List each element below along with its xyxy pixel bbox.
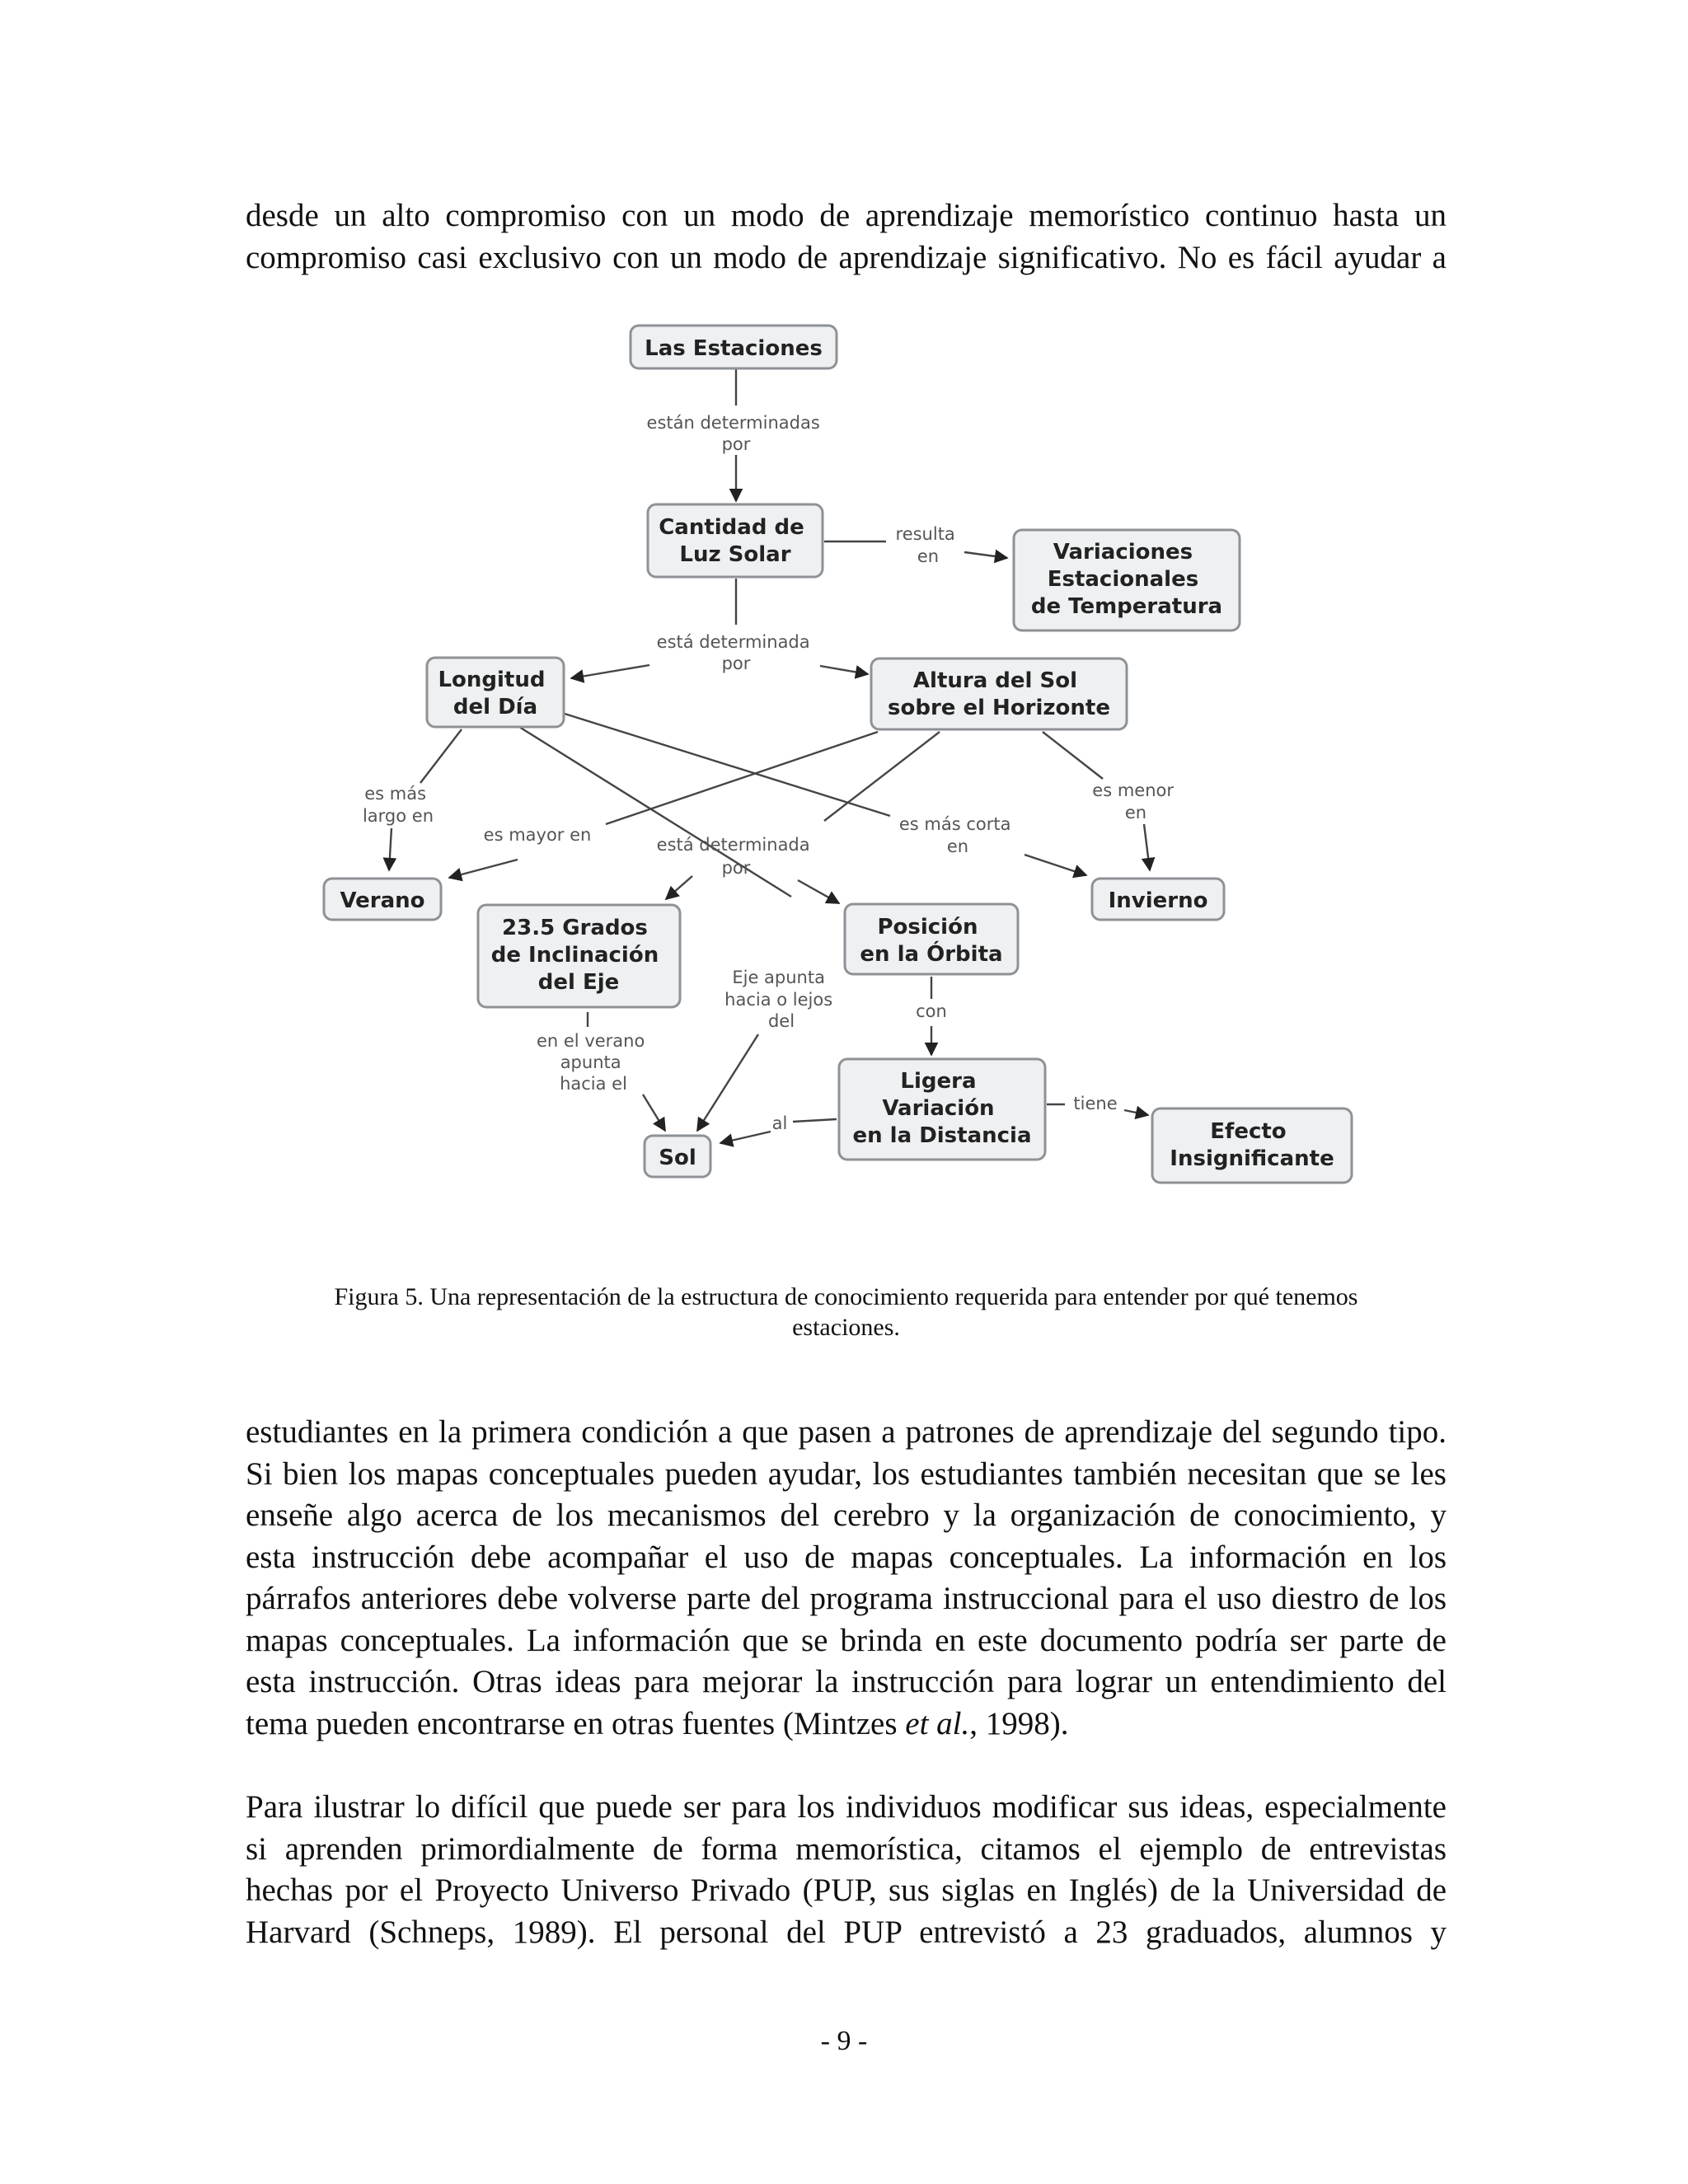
text-line: estudiantes en la primera condición a que pasen a patrones de aprendizaje del segundo tipo. bbox=[246, 1414, 1447, 1450]
node-variaciones-estacionales bbox=[1014, 530, 1240, 630]
node-verano bbox=[324, 879, 441, 920]
link-resulta-label: resulta en bbox=[895, 524, 955, 566]
svg-text:Variaciones Estacional: Variaciones Estacionales de Temperatura bbox=[1030, 540, 1223, 619]
link-determinada-2-label: está determinada por bbox=[656, 835, 810, 878]
citation-et-al: et al. bbox=[905, 1705, 970, 1741]
caption-line: estaciones. bbox=[792, 1314, 900, 1341]
link-mas-largo-label: es más largo en bbox=[362, 784, 434, 826]
caption-line: Figura 5. Una representación de la estructura de conocimiento requerida para entender por qué tenemos bbox=[334, 1283, 1358, 1310]
text-line-last bbox=[246, 1704, 1447, 1746]
text-line: desde un alto compromiso con un modo de aprendizaje memorístico continuo hasta un bbox=[246, 198, 1447, 233]
text-line: si aprenden primordialmente de forma memorística, citamos el ejemplo de entrevistas bbox=[246, 1830, 1447, 1867]
node-invierno bbox=[1092, 879, 1224, 920]
text-line: compromiso casi exclusivo con un modo de aprendizaje significativo. No es fácil ayudar a bbox=[246, 239, 1447, 275]
link-determinadas-label: están determinadas por bbox=[646, 413, 820, 454]
svg-text:Sol: Sol bbox=[659, 1146, 696, 1170]
node-longitud-del-dia bbox=[427, 658, 564, 727]
node-ligera-variacion bbox=[839, 1059, 1045, 1160]
link-al-label: al bbox=[771, 1113, 788, 1133]
node-23-5-grados bbox=[478, 905, 680, 1007]
node-efecto-insignificante bbox=[1152, 1108, 1352, 1183]
text-line: esta instrucción debe acompañar el uso de mapas conceptuales. La información en los bbox=[246, 1539, 1447, 1575]
text-line: esta instrucción. Otras ideas para mejorar la instrucción para lograr un entendimiento del bbox=[246, 1664, 1447, 1699]
node-sol bbox=[645, 1136, 710, 1177]
node-altura-del-sol bbox=[871, 658, 1127, 729]
svg-text:23.5 Grados de Inclina: 23.5 Grados de Inclinación del Eje bbox=[490, 916, 659, 995]
node-las-estaciones bbox=[631, 326, 837, 368]
svg-text:Altura del Sol sobre e: Altura del Sol sobre el Horizonte bbox=[888, 668, 1110, 720]
svg-text:Las Estaciones: Las Estaciones bbox=[645, 336, 823, 361]
page-number: - 9 - bbox=[820, 2026, 868, 2056]
body-paragraph-1 bbox=[246, 1412, 1447, 1745]
figure-caption bbox=[246, 1282, 1447, 1343]
text-line: Si bien los mapas conceptuales pueden ayudar, los estudiantes también necesitan que se les bbox=[246, 1455, 1447, 1492]
text-line: enseñe algo acerca de los mecanismos del cerebro y la organización de conocimiento, y bbox=[246, 1497, 1447, 1533]
citation-text: tema pueden encontrarse en otras fuentes (Mintzes bbox=[246, 1705, 906, 1741]
link-mas-corta-label: es más corta en bbox=[898, 814, 1011, 856]
svg-text:Verano: Verano bbox=[340, 888, 425, 913]
link-mayor-label: es mayor en bbox=[483, 825, 592, 845]
svg-text:Invierno: Invierno bbox=[1108, 888, 1208, 913]
text-line: hechas por el Proyecto Universo Privado (PUP, sus siglas en Inglés) de la Universidad de bbox=[246, 1872, 1447, 1908]
text-line: Harvard (Schneps, 1989). El personal del PUP entrevistó a 23 graduados, alumnos y bbox=[246, 1914, 1447, 1950]
text-line: Para ilustrar lo difícil que puede ser para los individuos modificar sus ideas, especialmente bbox=[246, 1789, 1447, 1825]
svg-text:Posición en la Órbita: Posición en la Órbita bbox=[860, 915, 1003, 967]
citation-year: , 1998). bbox=[969, 1705, 1069, 1741]
node-posicion-orbita bbox=[845, 904, 1018, 974]
link-eje-apunta-label: Eje apunta hacia o lejos del bbox=[724, 968, 833, 1031]
svg-text:Longitud del Día: Longitud del Día bbox=[438, 668, 546, 719]
text-line: mapas conceptuales. La información que se brinda en este documento podría ser parte de bbox=[246, 1622, 1447, 1658]
body-paragraph-2 bbox=[246, 1787, 1447, 1953]
link-con-label: con bbox=[916, 1001, 947, 1021]
svg-text:Ligera Variación: Ligera Variación en la Distancia bbox=[852, 1069, 1032, 1148]
svg-text:Cantidad de Luz Solar: Cantidad de Luz Solar bbox=[659, 515, 804, 567]
link-determinada-label: está determinada por bbox=[656, 632, 810, 673]
link-menor-label: es menor en bbox=[1092, 780, 1175, 823]
svg-text:Efecto Insignificante: Efecto Insignificante bbox=[1170, 1119, 1334, 1171]
text-line: párrafos anteriores debe volverse parte del programa instruccional para el uso diestro de los bbox=[246, 1581, 1447, 1616]
node-cantidad-luz-solar bbox=[648, 504, 823, 577]
link-verano-apunta-label: en el verano apunta hacia el bbox=[536, 1031, 645, 1094]
link-tiene-label: tiene bbox=[1073, 1094, 1118, 1113]
